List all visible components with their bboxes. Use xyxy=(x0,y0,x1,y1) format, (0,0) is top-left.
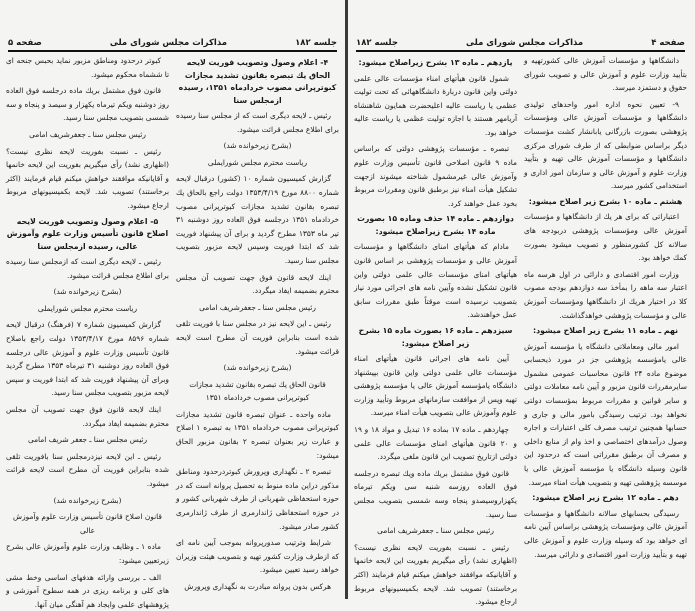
text-column xyxy=(524,54,687,594)
paragraph: قانون فوق مشتمل بریك ماده درجلسه فوق العاده روز دوشنبه ویکم تیرماه یکهزار و سیصد و پنجاه و سه شمسی بتصویب مجلس سنا رسید. xyxy=(6,84,169,125)
section-heading: هشتم ـ ماده ۱۰ بشرح زیر اصلاح میشود: xyxy=(524,196,687,209)
page-header xyxy=(356,34,685,52)
centered-line: ریاست محترم مجلس شورایملی xyxy=(6,302,169,316)
paragraph: وزارت امور اقتصادی و دارائی در اول هرسه ماه اعتبار سه ماهه را بمأخذ سه دوازدهم بودجه مصوب کلا در اختیار هریك از دانشگاهها ومؤسسات آموزش عالی و مؤسسات پژوهشی خواهدگذاشت. xyxy=(524,268,687,322)
centered-line: رئیس مجلس سنا ـ جعفرشریف امامی xyxy=(354,524,517,538)
text-column xyxy=(354,54,517,594)
paragraph: اینك لایحه قانون فوق جهت تصویب آن مجلس محترم بضمیمه ایفاد میگردد. xyxy=(176,271,339,298)
paragraph: تبصره ـ مؤسسات پژوهشی دولتی که براساس ماده ۹ قانون اصلاحی قانون تأسیس وزارت علوم وآموزش عالی غیرمشمول شناخته میشوند ازجهت تشکیل هیأت امناء نیز برطبق قانون ومقررات مربوط بخود عمل خواهند کرد. xyxy=(354,142,517,210)
right-page xyxy=(348,0,693,599)
paragraph: گزارش کمیسیون شماره ۱۰ (کشور) درقبال لایحه شماره ۸۸۰۰ مورخ ۱۳۵۳/۴/۱۹ دولت راجع بالحاق یك تبصره بقانون تشدید مجازات کبوترپرانی مصوب خردادماه ۱۳۵۱ درجلسه فوق العاده روز دوشنبه ۳۱ تیر ماه ۱۳۵۳ مطرح گردید و برای آن پیشنهاد فوریت شد که ابتدا فوریت وسپس لایحه مزبور بتصویب مجلس سنا رسید. xyxy=(176,172,339,267)
publication-title: مذاکرات مجلس شورای ملی xyxy=(110,38,227,48)
paragraph: رئیس ـ نسبت بفوریت لایحه نظری نیست؟ (اظهاری نشد) رأی میگیریم بفوریت این لایحه خانمها و آقایانیکه موافقند خواهش میکنم قیام فرمایند (اکثر برخاستند) تصویب شد. لایحه بکمیسیونهای مربوط ارجاع میشود. xyxy=(354,541,517,609)
centered-line: (بشرح زیرخوانده شد) xyxy=(176,361,339,375)
paragraph: امور مالی ومعاملاتی دانشگاه یا مؤسسه آموزش عالی یامؤسسه پژوهشی جز در مورد ذیحسابی موضوع ماده ۲۴ قانون محاسبات عمومی مشمول سایرمقررات قانون مزبور و آیین نامه معاملات دولتی و سایر قوانین و مقررات مربوط بمؤسسات دولتی نخواهد بود. ترتیب رسیدگی بامور مالی و جاری و حسابها همچنین ترتیب مصرف کلی اعتبارات و اجاره وصول درآمدهای اختصاصی و اخذ وام از منابع داخلی و مصرف آن برطبق مقرراتی است که درحدود این قانون وسیله دانشگاه یا مؤسسه آموزش عالی یا موسسه پژوهشی تهیه و بتصویب هیأت امناء میرسد. xyxy=(524,340,687,490)
centered-line: (بشرح زیرخوانده شد) xyxy=(176,139,339,153)
centered-line: (بشرح زیرخوانده شد) xyxy=(6,494,169,508)
paragraph: الف ـ بررسی وارائه هدفهای اساسی وخط مشی های کلی و برنامه ریزی در همه سطوح آموزشی و پژوهشهای علمی وایجاد هم آهنگی میان آنها. xyxy=(6,571,169,611)
paragraph: مادام که هیأتهای امنای دانشگاهها و مؤسسات آموزش عالی و مؤسسات پژوهشی بر اساس قانون هیأتهای امنای مؤسسات عالی علمی دولتی واین قانون تشکیل نشده وآیین نامه های اجرائی مورد نیاز بتصویب نرسیده است موقتاً طبق مقررات سابق عمل خواهندشد. xyxy=(354,240,517,322)
centered-line: رئیس مجلس سنا ـ جعفر شریف امامی xyxy=(6,433,169,447)
paragraph: رئیس ـ لایحه دیگری است که ازمجلس سنا رسیده برای اطلاع مجلس قرائت میشود. xyxy=(6,255,169,282)
page-header xyxy=(8,34,337,52)
centered-line: قانون الحاق یك تبصره بقانون تشدید مجازات کبوترپرانی مصوب خردادماه ۱۳۵۱ xyxy=(176,378,339,405)
centered-line: ریاست محترم مجلس شورایملی xyxy=(176,156,339,170)
paragraph: قانون فوق مشتمل بریك ماده ویك تبصره درجلسه فوق العاده روزسه شنبه سی ویکم تیرماه یکهزاروسیصدو پنجاه وسه شمسی بتصویب مجلس سنا رسید. xyxy=(354,467,517,521)
paragraph: تبصره ۲ ـ نگهداری وپرورش کبوتردرحدود ومناطق مذکور دراین ماده منوط به تحصیل پروانه است که در حوزه استحفاظی شهربانی از طرف شهربانی کشور و در حوزه استحفاظی ژاندارمری از طرف ژاندارمری کشور صادر میشود. xyxy=(176,465,339,533)
paragraph: ۹- تعیین نحوه اداره امور واحدهای تولیدی دانشگاهها و مؤسسات آموزش عالی ومؤسسات پژوهشی بصورت بازرگانی یابانشار کشت مؤسسات دیگر براساس ضوابطی که از طرف شورای مرکزی دانشگاهها و مؤسسات آموزش عالی تهیه و بتأیید وزارت علوم و آموزش عالی و سازمان امور اداری و استخدامی کشور میرسد. xyxy=(524,98,687,193)
paragraph: ماده واحده ـ عنوان تبصره قانون تشدید مجازات کبوترپرانی مصوب خردادماه ۱۳۵۱ به تبصره ۱ اصلاح و عبارت زیر بعنوان تبصره ۲ بقانون مزبور الحاق میشود: xyxy=(176,408,339,462)
paragraph: رئیس ـ این لایحه نیز در مجلس سنا با فوریت تلقی شده است بنابراین فوریت آن مطرح است لایحه قرائت میشود. xyxy=(176,317,339,358)
session-number: جلسه ۱۸۲ xyxy=(356,38,398,48)
section-heading: ۴- اعلام وصول وتصویب فوریت لایحه الحاق یك تبصره بقانون تشدید مجازات کبوترپرانی مصوب خردادماه ۱۳۵۱، رسیده ازمجلس سنا xyxy=(176,57,339,107)
section-heading: ۵- اعلام وصول وتصویب فوریت لایحه اصلاح قانون تأسیس وزارت علوم وآموزش عالی، رسیده ازمجلس سنا xyxy=(6,216,169,254)
paragraph: چهاردهم ـ ماده ۱۷ بماده ۱۶ تبدیل و مواد ۱۸ و ۱۹ و ۲۰ قانون هیأتهای امنای مؤسسات عالی علمی دولتی ازتاریخ تصویب این قانون ملغی میگردد. xyxy=(354,423,517,464)
session-number: جلسه ۱۸۲ xyxy=(295,38,337,48)
paragraph: اعتباراتی که برای هر یك از دانشگاهها و مؤسسات آموزش عالی ومؤسسات پژوهشی دربودجه های سالانه کل کشورمنظور و تصویب میشود بصورت کمك خواهد بود. xyxy=(524,210,687,264)
publication-title: مذاکرات مجلس شورای ملی xyxy=(466,38,583,48)
page-number: صفحه ۵ xyxy=(8,38,42,48)
paragraph: رئیس ـ نسبت بفوریت لایحه نظری نیست؟ (اظهاری نشد) رأی میگیریم بفوریت این لایحه خانمها و آقایانیکه موافقند خواهش میکنم قیام فرمایند (اکثر برخاستند) تصویب شد. لایحه بکمیسیونهای مربوط ارجاع میشود. xyxy=(6,145,169,213)
left-page xyxy=(0,0,345,599)
paragraph: اینك لایحه قانون فوق جهت تصویب آن مجلس محترم بضمیمه ایفاد میگردد. xyxy=(6,403,169,430)
section-heading: یازدهم ـ ماده ۱۳ بشرح زیراصلاح میشود: xyxy=(354,57,517,70)
centered-line: رئیس مجلس سنا ـ جعفرشریف امامی xyxy=(6,128,169,142)
section-heading: نهم ـ ماده ۱۱ بشرح زیر اصلاح میشود: xyxy=(524,325,687,338)
paragraph: گزارش کمیسیون شماره ۷ (فرهنگ) درقبال لایحه شماره ۸۵۹۶ مورخ ۱۳۵۳/۴/۱۷ دولت راجع باصلاح قانون تأسیس وزارت علوم و آموزش عالی درجلسه فوق العاده روز دوشنبه ۳۱ تیرماه ۱۳۵۳ مطرح گردید وبرای آن پیشنهاد فوریت شد که ابتدا فوریت و سپس لایحه مزبور بتصویب مجلس سنا رسید. xyxy=(6,318,169,400)
centered-line: (بشرح زیرخوانده شد) xyxy=(6,285,169,299)
section-heading: سیزدهم ـ ماده ۱۶ بصورت ماده ۱۵ بشرح زیر اصلاح میشود: xyxy=(354,325,517,350)
paragraph: کبوتر درحدود ومناطق مزبور نماید بحبس جنحه ای تا ششماه محکوم میشود. xyxy=(6,54,169,81)
centered-line: قانون اصلاح قانون تأسیس وزارت علوم وآموزش عالی xyxy=(6,510,169,537)
section-heading: دوازدهم ـ ماده ۱۴ حذف وماده ۱۵ بصورت ماده ۱۴ بشرح زیراصلاح میشود: xyxy=(354,213,517,238)
paragraph: رسیدگی بحسابهای سالانه دانشگاهها و مؤسسات آموزش عالی ومؤسسات پژوهشی براساس آیین نامه ای خواهد بود که وسیله وزارت علوم و آموزش عالی تهیه و بتأیید وزارت امور اقتصادی و دارائی میرسد. xyxy=(524,507,687,561)
section-heading: دهم ـ ماده ۱۲ بشرح زیر اصلاح میشود: xyxy=(524,492,687,505)
centered-line: رئیس مجلس سنا ـ جعفرشریف امامی xyxy=(176,301,339,315)
paragraph: آیین نامه های اجرائی قانون هیأتهای امناء مؤسسات عالی علمی دولتی واین قانون بپیشنهاد دانشگاه یامؤسسه آموزش عالی یا مؤسسه پژوهشی تهیه وپس از موافقت سازمانهای مربوط وتأیید وزارت علوم وآموزش عالی بتصویب هیأت امناء میرسد. xyxy=(354,352,517,420)
paragraph: رئیس ـ لایحه دیگری است که از مجلس سنا رسیده برای اطلاع مجلس قرائت میشود. xyxy=(176,109,339,136)
text-column xyxy=(6,54,169,594)
paragraph: ماده ۱ ـ وظایف وزارت علوم وآموزش عالی بشرح زیرتعیین میشود: xyxy=(6,540,169,567)
paragraph: دانشگاهها و مؤسسات آموزش عالی کشورتهیه و بتأیید وزارت علوم و آموزش عالی و تصویب شورای حقوق و دستمزد میرسد. xyxy=(524,54,687,95)
text-column xyxy=(176,54,339,594)
paragraph: رئیس ـ این لایحه نیزدرمجلس سنا بافوریت تلقی شده بنابراین فوریت آن مطرح است لایحه قرائت میشود. xyxy=(6,450,169,491)
paragraph: شرایط وترتیب صدورپروانه بموجب آیین نامه ای که ازطرف وزارت کشور تهیه و بتصویب هیئت وزیران خواهد رسید تعیین میشود. xyxy=(176,536,339,577)
paragraph: شمول قانون هیأتهای امناء مؤسسات عالی علمی دولتی واین قانون دربارهٔ دانشگاههائی که تحت تولیت عظمی یا ریاست عالیه اعلیحضرت همایون شاهنشاه آریامهر هستند با اجازه تولیت عظمی یا ریاست عالیه خواهد بود. xyxy=(354,72,517,140)
page-number: صفحه ۴ xyxy=(651,38,685,48)
paragraph: هرکس بدون پروانه مبادرت به نگهداری وپرورش xyxy=(176,580,339,594)
